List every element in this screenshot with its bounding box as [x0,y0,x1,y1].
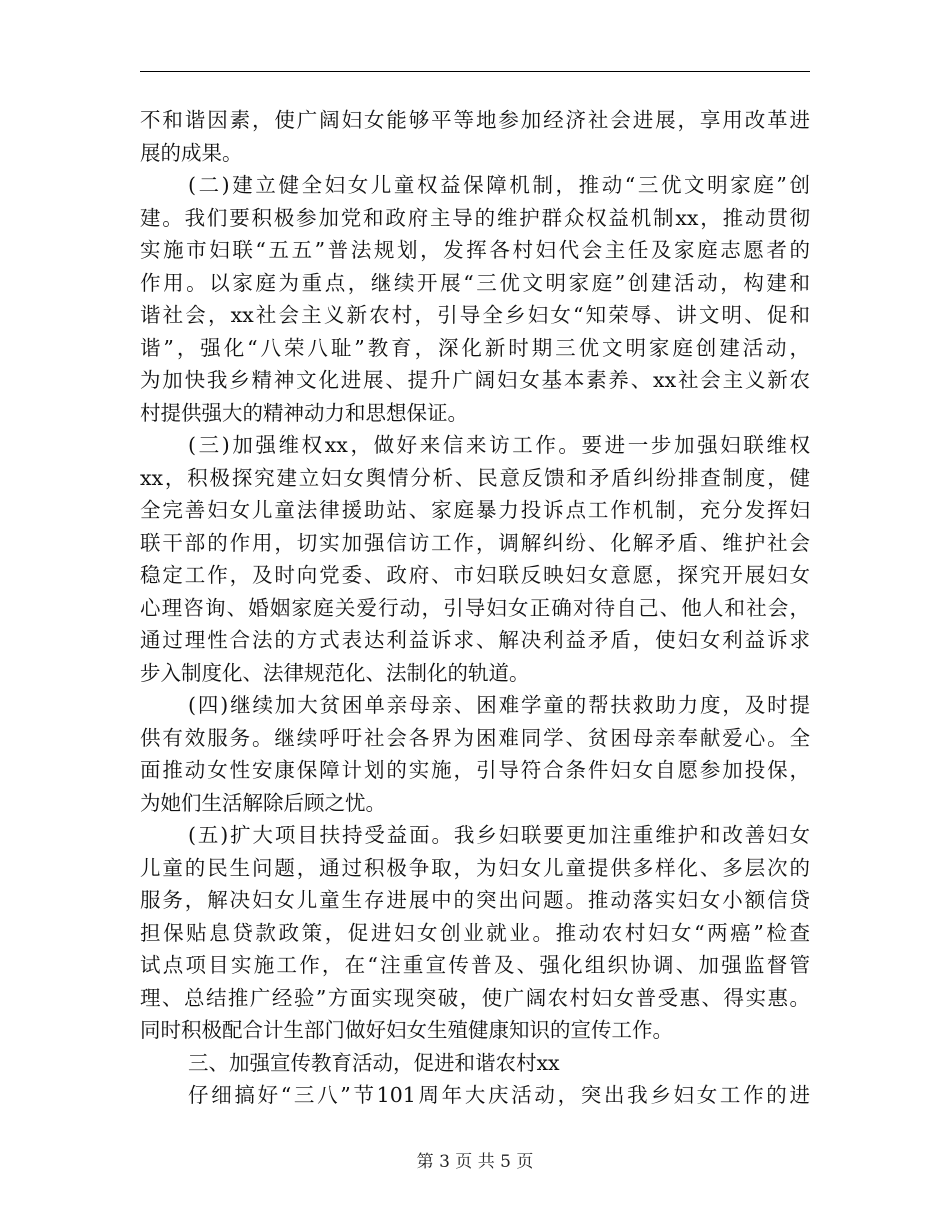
paragraph-start-line: 仔细搞好“三八”节101周年大庆活动，突出我乡妇女工作的进 [188,1083,810,1107]
paragraph-start-line: (五)扩大项目扶持受益面。我乡妇联要更加注重维护和改善妇女 [188,823,810,847]
text-line: 谐社会，xx社会主义新农村，引导全乡妇女“知荣辱、讲文明、促和 [140,303,810,327]
text-line: 试点项目实施工作，在“注重宣传普及、强化组织协调、加强监督管 [140,953,810,977]
text-line: 建。我们要积极参加党和政府主导的维护群众权益机制xx，推动贯彻 [140,205,810,230]
paragraph-start-line: (三)加强维权xx，做好来信来访工作。要进一步加强妇联维权 [188,433,810,457]
text-line: 心理咨询、婚姻家庭关爱行动，引导妇女正确对待自己、他人和社会， [140,595,810,620]
text-line: 村提供强大的精神动力和思想保证。 [140,400,468,425]
page-number: 第 3 页 共 5 页 [416,1152,534,1172]
text-line: 服务，解决妇女儿童生存进展中的突出问题。推动落实妇女小额信贷 [140,888,810,912]
text-line: 儿童的民生问题，通过积极争取，为妇女儿童提供多样化、多层次的 [140,855,810,880]
text-line: 担保贴息贷款政策，促进妇女创业就业。推动农村妇女“两癌”检查 [140,920,810,945]
text-line: xx，积极探究建立妇女舆情分析、民意反馈和矛盾纠纷排查制度，健 [140,465,810,490]
text-line: 联干部的作用，切实加强信访工作，调解纠纷、化解矛盾、维护社会 [140,530,810,555]
text-line: 稳定工作，及时向党委、政府、市妇联反映妇女意愿，探究开展妇女 [140,563,810,587]
text-line: 作用。以家庭为重点，继续开展“三优文明家庭”创建活动，构建和 [140,270,810,295]
text-line: 通过理性合法的方式表达利益诉求、解决利益矛盾，使妇女利益诉求 [140,628,810,652]
text-line: 实施市妇联“五五”普法规划，发挥各村妇代会主任及家庭志愿者的 [140,238,810,262]
text-line: 面推动女性安康保障计划的实施，引导符合条件妇女自愿参加投保， [140,758,810,782]
paragraph-start-line: (四)继续加大贫困单亲母亲、困难学童的帮扶救助力度，及时提 [188,693,810,717]
text-line: 同时积极配合计生部门做好妇女生殖健康知识的宣传工作。 [140,1018,673,1042]
text-line: 为她们生活解除后顾之忧。 [140,790,386,815]
section-heading: 三、加强宣传教育活动，促进和谐农村xx [188,1050,560,1075]
document-body [140,104,810,1112]
text-line: 供有效服务。继续呼吁社会各界为困难同学、贫困母亲奉献爱心。全 [140,725,810,750]
text-line: 步入制度化、法律规范化、法制化的轨道。 [140,660,530,685]
text-line: 谐”，强化“八荣八耻”教育，深化新时期三优文明家庭创建活动， [140,335,810,360]
header-rule [140,71,810,72]
text-line: 为加快我乡精神文化进展、提升广阔妇女基本素养、xx社会主义新农 [140,368,810,392]
text-line: 不和谐因素，使广阔妇女能够平等地参加经济社会进展，享用改革进 [140,108,810,132]
text-line: 全完善妇女儿童法律援助站、家庭暴力投诉点工作机制，充分发挥妇 [140,498,810,522]
paragraph-start-line: (二)建立健全妇女儿童权益保障机制，推动“三优文明家庭”创 [188,173,810,197]
text-line: 理、总结推广经验”方面实现突破，使广阔农村妇女普受惠、得实惠。 [140,985,810,1010]
text-line: 展的成果。 [140,140,243,165]
